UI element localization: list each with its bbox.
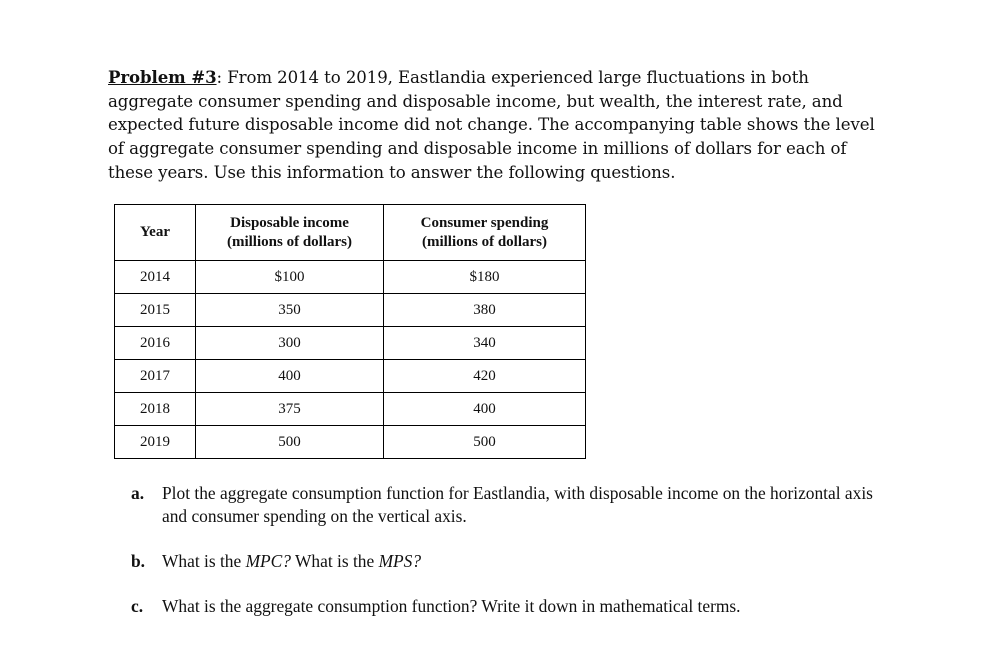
cell-spending: 340 [384,327,586,360]
cell-spending: 380 [384,294,586,327]
cell-year: 2018 [115,393,196,426]
question-list [131,482,891,640]
cell-spending: 400 [384,393,586,426]
question-a-text: Plot the aggregate consumption function for Eastlandia, with disposable income on the horizontal axis and consumer spending on the vertical axis. [162,483,873,526]
question-c-text: What is the aggregate consumption function? Write it down in mathematical terms. [162,596,741,616]
question-b-text [162,550,891,573]
question-a [131,482,891,528]
cell-year: 2014 [115,261,196,294]
cell-year: 2015 [115,294,196,327]
cell-year: 2016 [115,327,196,360]
header-disposable-income-line2: (millions of dollars) [226,233,352,250]
cell-year: 2019 [115,426,196,459]
cell-income: 400 [196,360,384,393]
table-row [115,426,586,459]
header-year-label: Year [140,224,170,240]
question-b-part2: What is the [290,551,379,571]
cell-income: 375 [196,393,384,426]
problem-statement [108,66,878,185]
table-row [115,360,586,393]
question-b [131,550,891,573]
question-b-letter: b. [131,551,146,571]
question-c-letter: c. [131,596,144,616]
cell-year: 2017 [115,360,196,393]
cell-income: 350 [196,294,384,327]
cell-income: 300 [196,327,384,360]
table-row [115,327,586,360]
problem-colon: : [216,68,223,87]
cell-spending: $180 [384,261,586,294]
question-b-part1: What is the [162,551,246,571]
table-header-row [115,205,586,261]
cell-income: 500 [196,426,384,459]
header-disposable-income [196,205,384,261]
data-table [114,204,586,459]
header-consumer-spending-line1: Consumer spending [420,214,549,231]
mps-term: MPS? [378,551,422,571]
table-row [115,294,586,327]
question-a-letter: a. [131,483,145,503]
header-consumer-spending [384,205,586,261]
table-row [115,261,586,294]
header-disposable-income-line1: Disposable income [230,214,349,231]
problem-label: Problem #3 [108,67,217,87]
header-year [115,205,196,261]
problem-text: From 2014 to 2019, Eastlandia experienced large fluctuations in both aggregate consumer spending and disposable income, but wealth, the interest rate, and expected future disposable income did not change. The accompanying table shows the level of aggregate consumer spending and disposable income in millions of dollars for each of these years. Use this information to answer the following questions. [108,68,875,182]
mpc-term: MPC? [245,551,291,571]
header-consumer-spending-line2: (millions of dollars) [421,233,547,250]
cell-income: $100 [196,261,384,294]
table-row [115,393,586,426]
question-c [131,595,891,618]
cell-spending: 420 [384,360,586,393]
cell-spending: 500 [384,426,586,459]
